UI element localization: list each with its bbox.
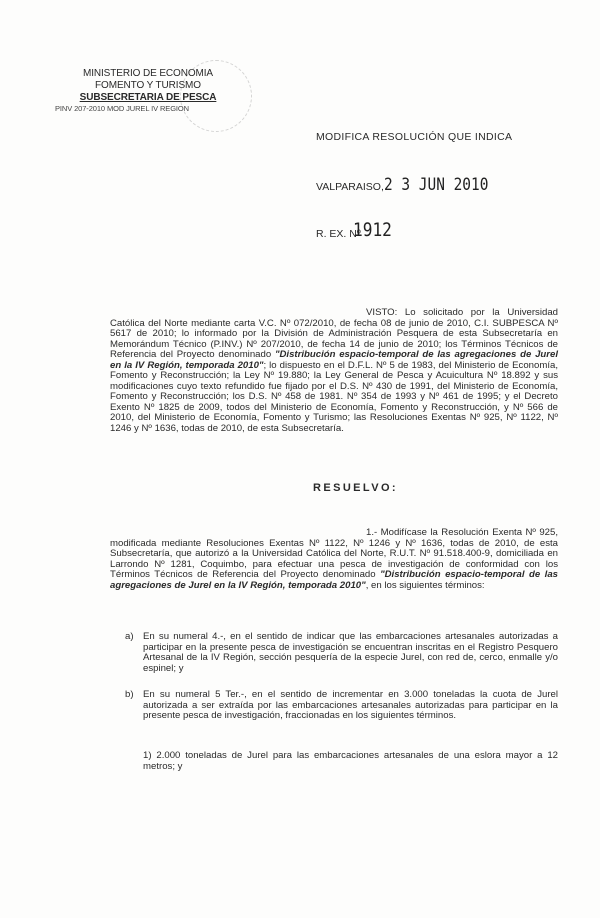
item-b1-text: 1) 2.000 toneladas de Jurel para las embarcaciones artesanales de una eslora mayor a 12 metros; y [143, 750, 558, 772]
item-a-text: En su numeral 4.-, en el sentido de indicar que las embarcaciones artesanales autorizadas a participar en la presente pesca de investigación se encuentran inscritas en el Registro Pesquero Artesanal de la IV Región, sección pesquería de la especie Jurel, con red de, cerco, enmalle y/o espinel; y [143, 631, 558, 674]
visto-text: VISTO: Lo solicitado por la Universidad Católica del Norte mediante carta V.C. Nº 072/2010, de fecha 08 de junio de 2010, C.I. SUBPESCA Nº 5617 de 2010; lo informado por la División de Administración Pesquera de esta Subsecretaría en Memorándum Técnico (P.INV.) Nº 207/2010, de fecha 14 de junio de 2010; los Términos Técnicos de Referencia del Proyecto denominado [110, 307, 558, 360]
item-b-marker: b) [125, 689, 134, 700]
letterhead-subsecretaria: SUBSECRETARIA DE PESCA [79, 92, 217, 103]
resolution-label: R. EX. Nº [316, 228, 361, 240]
visto-paragraph [110, 308, 558, 434]
letterhead-tourism: FOMENTO Y TURISMO [95, 80, 201, 91]
letterhead-reference: PINV 207-2010 MOD JUREL IV REGION [55, 104, 189, 113]
document-title: MODIFICA RESOLUCIÓN QUE INDICA [316, 131, 513, 143]
resuelvo-heading: RESUELVO: [313, 482, 398, 494]
item-a-marker: a) [125, 631, 134, 642]
date-stamp: 2 3 JUN 2010 [384, 175, 489, 195]
item-1-text-end: , en los siguientes términos: [365, 579, 485, 591]
item-1-project-name: "Distribución espacio-temporal de las agregaciones de Jurel en la IV Región, temporada 2010" [110, 569, 558, 591]
item-b-text: En su numeral 5 Ter.-, en el sentido de incrementar en 3.000 toneladas la cuota de Jurel autorizada a ser extraída por las embarcaciones artesanales autorizadas para participar en la presente pesca de investigación, fraccionadas en los siguientes términos. [143, 689, 558, 721]
place-label: VALPARAISO, [316, 181, 384, 193]
visto-project-name: "Distribución espacio-temporal de las agregaciones de Jurel en la IV Región, temporada 2010" [110, 349, 558, 371]
item-1-text: 1.- Modifícase la Resolución Exenta Nº 925, modificada mediante Resoluciones Exentas Nº 1122, Nº 1246 y Nº 1636, todas de 2010, de esta Subsecretaría, que autorizó a la Universidad Católica del Norte, R.U.T. Nº 91.518.400-9, domiciliada en Larrondo Nº 1281, Coquimbo, para efectuar una pesca de investigación de conformidad con los Términos Técnicos de Referencia del Proyecto denominado [110, 527, 558, 580]
visto-text-end: ; lo dispuesto en el D.F.L. Nº 5 de 1983, del Ministerio de Economía, Fomento y Reconstrucción; la Ley Nº 19.880; la Ley General de Pesca y Acuicultura Nº 18.892 y sus modificaciones cuyo texto refundido fue fijado por el D.S. Nº 430 de 1991, del Ministerio de Economía, Fomento y Reconstrucción; los D.S. Nº 458 de 1981. Nº 354 de 1993 y Nº 461 de 1995; y el Decreto Exento Nº 1825 de 2009, todos del Ministerio de Economía, Fomento y Reconstrucción, y Nº 566 de 2010, del Ministerio de Economía, Fomento y Turismo; las Resoluciones Exentas Nº 925, Nº 1122, Nº 1246 y Nº 1636, todas de 2010, de esta Subsecretaría. [110, 359, 558, 434]
letterhead-ministry: MINISTERIO DE ECONOMIA [82, 68, 214, 79]
resolution-number: 1912 [353, 219, 392, 241]
item-1-paragraph [110, 528, 558, 591]
letterhead [55, 68, 238, 113]
